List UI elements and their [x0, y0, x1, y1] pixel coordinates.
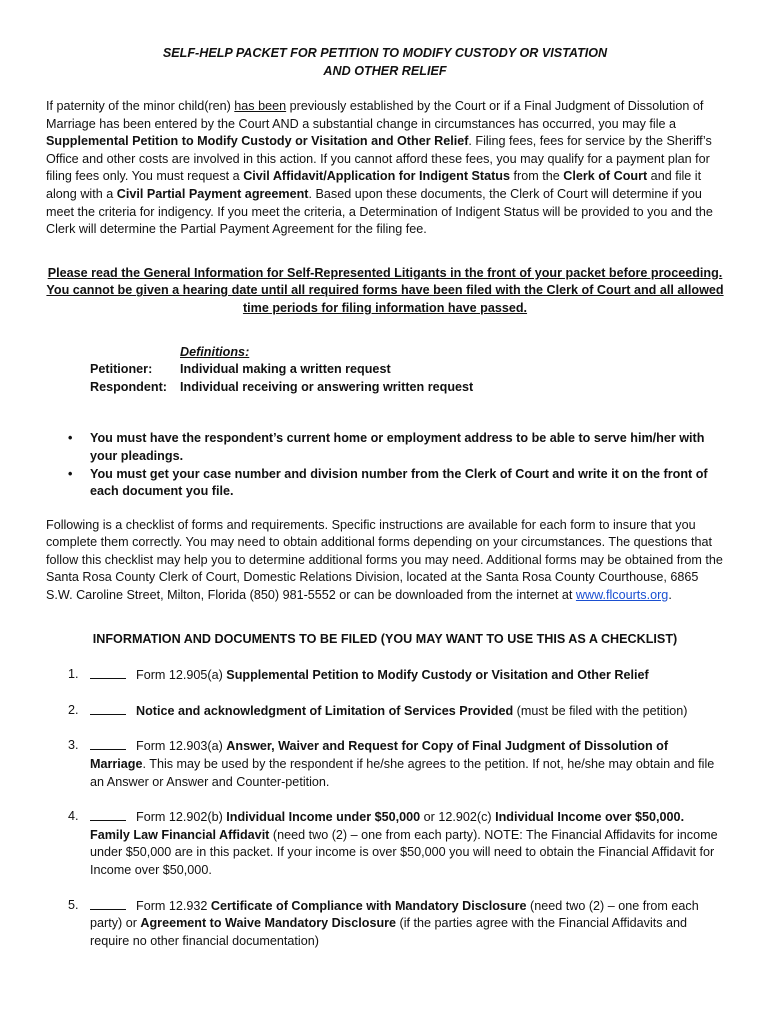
- following-end: .: [668, 588, 672, 603]
- petitioner-desc: Individual making a written request: [180, 362, 391, 377]
- checklist-item: [46, 897, 724, 951]
- item-bold: Certificate of Compliance with Mandatory Disclosure: [210, 898, 527, 913]
- title-line-1: SELF-HELP PACKET FOR PETITION TO MODIFY CUSTODY OR VISTATION: [162, 46, 608, 60]
- item-text: (if the parties agree with the Financial Affidavits and require no other financial documentation): [90, 916, 688, 948]
- intro-bold: Supplemental Petition to Modify Custody or Visitation and Other Relief: [46, 134, 469, 149]
- definitions: [90, 344, 724, 397]
- item-number: 1.: [68, 667, 79, 682]
- list-item: [46, 466, 724, 501]
- intro-underlined: has been: [234, 99, 287, 113]
- intro-text: previously established by the Court or if a Final Judgment of Dissolution of Marriage has been entered by the Court AND a substantial change in circumstances has occurred, you may file a: [46, 99, 704, 131]
- title-line-2: AND OTHER RELIEF: [323, 64, 447, 78]
- checklist-item: [46, 808, 724, 879]
- checkbox-blank[interactable]: [90, 666, 126, 679]
- list-item: [46, 430, 724, 465]
- item-text: Form 12.902(b): [136, 810, 227, 825]
- item-text: Form 12.905(a): [136, 668, 227, 683]
- checklist-item: [46, 702, 724, 721]
- checklist: [46, 666, 724, 950]
- item-text: . This may be used by the respondent if he/she agrees to the petition. If not, he/she may obtain and file an Answer or Answer and Counter-petition.: [90, 757, 715, 789]
- item-number: 2.: [68, 702, 79, 717]
- item-bold: Individual Income under $50,000: [226, 810, 421, 825]
- respondent-desc: Individual receiving or answering written request: [180, 379, 474, 394]
- item-bold: Supplemental Petition to Modify Custody or Visitation and Other Relief: [226, 668, 649, 683]
- checkbox-blank[interactable]: [90, 897, 126, 910]
- intro-bold: Civil Affidavit/Application for Indigent Status: [243, 169, 511, 184]
- item-bold: Individual Income over $50,000. Family Law Financial Affidavit: [90, 810, 685, 842]
- following-paragraph: [46, 517, 724, 605]
- notice-paragraph: Please read the General Information for Self-Represented Litigants in the front of your packet before proceeding. You cannot be given a hearing date until all required forms have been filed with the Clerk of Court and all allowed time periods for filing information have passed.: [46, 265, 724, 315]
- intro-text: . Based upon these documents, the Clerk of Court will determine if you meet the criteria for indigency. If you meet the criteria, a Determination of Indigent Status will be provided to you and the Clerk will determine the Partial Payment Agreement for the filing fee.: [46, 186, 713, 237]
- intro-text: If paternity of the minor child(ren): [46, 99, 235, 113]
- checklist-item: [46, 737, 724, 791]
- flcourts-link[interactable]: www.flcourts.org: [575, 588, 669, 603]
- item-number: 3.: [68, 738, 79, 753]
- requirements-list: [46, 430, 724, 500]
- checkbox-blank[interactable]: [90, 737, 126, 750]
- definitions-heading: Definitions:: [180, 344, 250, 359]
- checklist-heading: INFORMATION AND DOCUMENTS TO BE FILED (YOU MAY WANT TO USE THIS AS A CHECKLIST): [92, 631, 678, 646]
- intro-bold: Civil Partial Payment agreement: [116, 186, 309, 201]
- item-text: Form 12.932: [136, 898, 211, 913]
- item-bold: Agreement to Waive Mandatory Disclosure: [140, 916, 397, 931]
- respondent-term: Respondent:: [90, 379, 167, 394]
- petitioner-term: Petitioner:: [90, 362, 153, 377]
- checkbox-blank[interactable]: [90, 808, 126, 821]
- list-item-text: You must get your case number and division number from the Clerk of Court and write it on the front of each document you file.: [90, 466, 708, 499]
- item-text: or 12.902(c): [420, 810, 496, 825]
- intro-text: . Filing fees, fees for service by the Sheriff’s Office and other costs are involved in this action. If you cannot afford these fees, you may qualify for a payment plan for filing fees only. You must request a: [46, 134, 712, 184]
- item-bold: Notice and acknowledgment of Limitation of Services Provided: [136, 703, 514, 718]
- checkbox-blank[interactable]: [90, 702, 126, 715]
- item-number: 4.: [68, 809, 79, 824]
- bullet-icon: •: [68, 431, 73, 446]
- following-text: Following is a checklist of forms and requirements. Specific instructions are available for each form to insure that you complete them correctly. You may need to obtain additional forms depending on your circumstances. The questions that follow this checklist may help you to determine additional forms you may need. Additional forms may be obtained from the Santa Rosa County Clerk of Court, Domestic Relations Division, located at the Santa Rosa County Courthouse, 6865 S.W. Caroline Street, Milton, Florida (850) 981-5552 or can be downloaded from the internet at: [46, 517, 723, 603]
- list-item-text: You must have the respondent’s current home or employment address to be able to serve him/her with your pleadings.: [90, 431, 705, 463]
- item-text: (need two (2) – one from each party) or: [90, 898, 699, 931]
- intro-text: and file it along with a: [46, 169, 702, 201]
- bullet-icon: •: [68, 466, 73, 481]
- item-text: (must be filed with the petition): [513, 703, 688, 718]
- checklist-item: [46, 666, 724, 685]
- intro-bold: Clerk of Court: [563, 169, 648, 184]
- item-text: Form 12.903(a): [136, 739, 227, 754]
- document-title: [46, 44, 724, 80]
- item-bold: Answer, Waiver and Request for Copy of Final Judgment of Dissolution of Marriage: [90, 739, 669, 772]
- item-text: (need two (2) – one from each party). NOTE: The Financial Affidavits for income under $50,000 are in this packet. If your income is over $50,000 you will need to obtain the Financial Affidavit for Income over $50,000.: [90, 827, 718, 877]
- item-number: 5.: [68, 897, 79, 912]
- intro-paragraph: [46, 98, 724, 239]
- intro-text: from the: [510, 169, 564, 184]
